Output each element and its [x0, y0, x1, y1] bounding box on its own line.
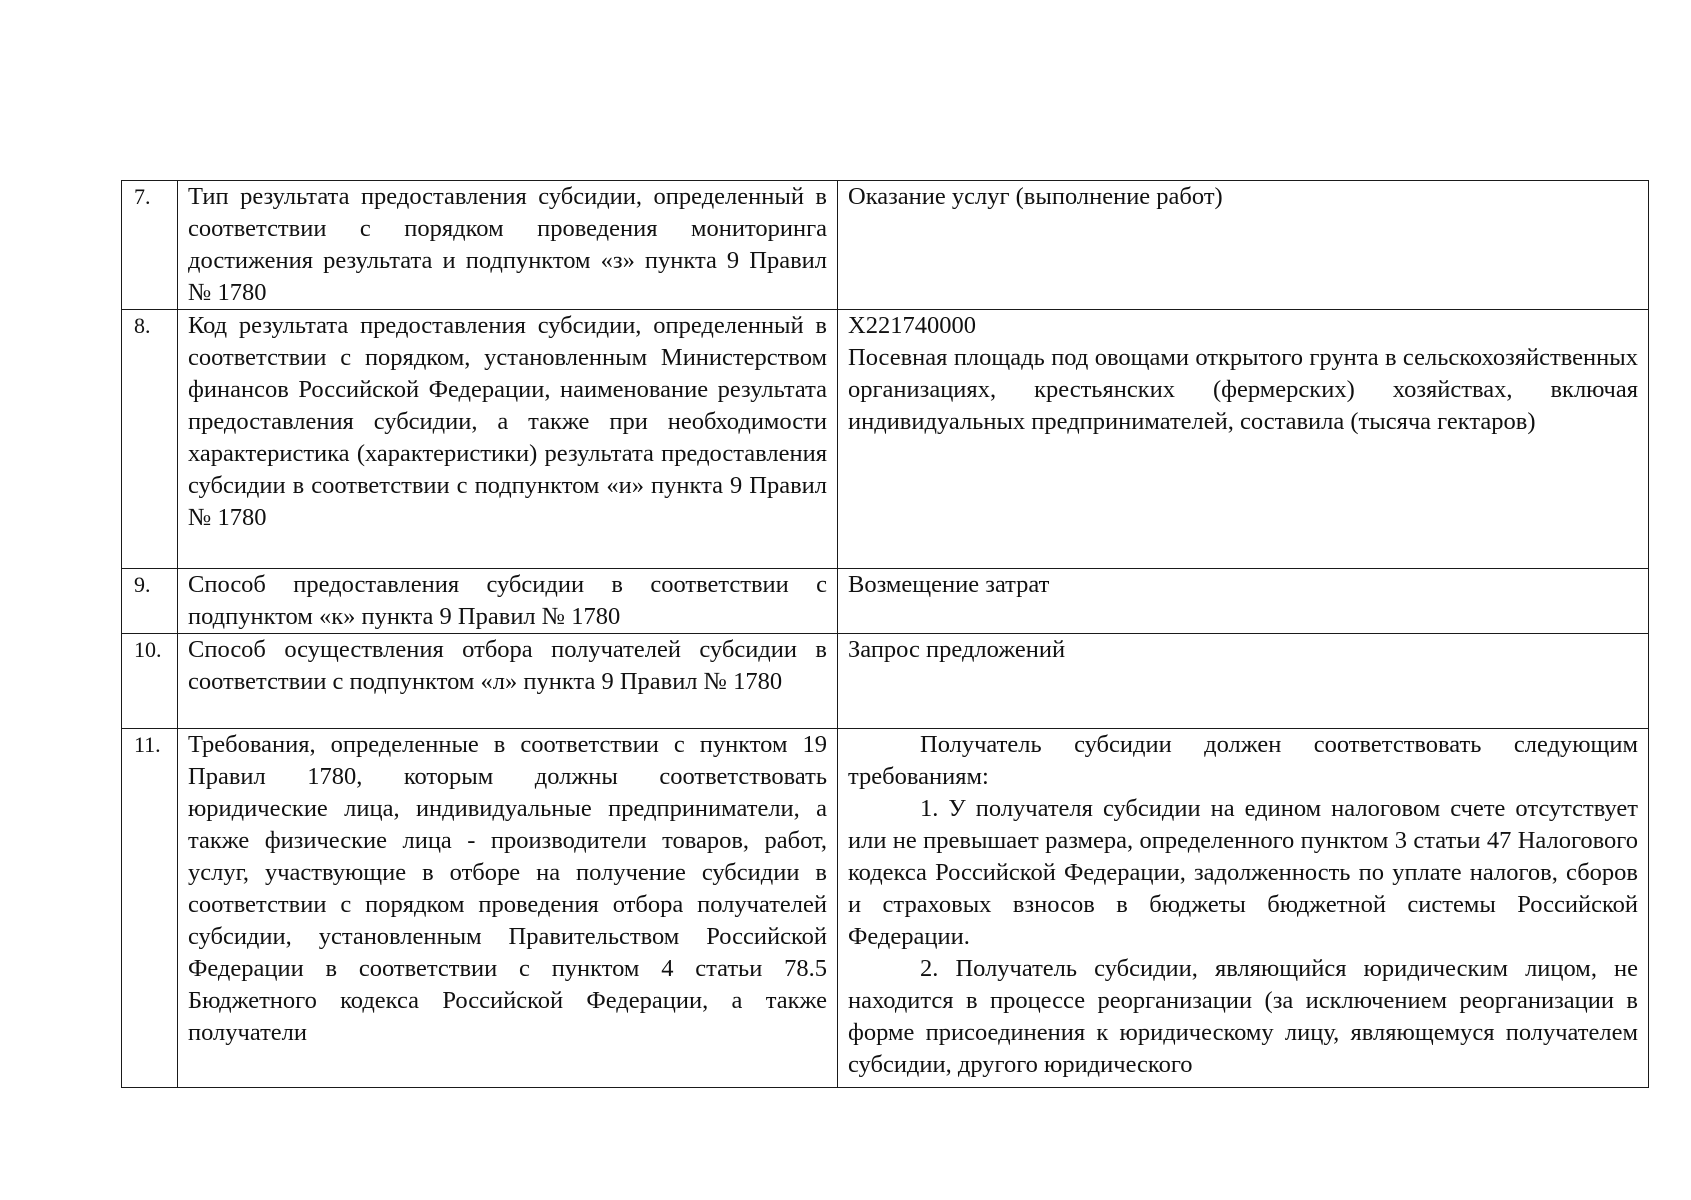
table-row — [122, 634, 1649, 729]
value-text: Запрос предложений — [848, 636, 1066, 663]
value-text: Оказание услуг (выполнение работ) — [848, 183, 1223, 210]
table-row — [122, 310, 1649, 569]
value-cell — [838, 729, 1649, 1088]
row-number: 9. — [122, 569, 178, 634]
parameter-text: Код результата предоставления субсидии, определенный в соответствии с порядком, установленным Министерством финансов Российской Федерации, наименование результата предоставления субсидии, а также при необходимости характеристика (характеристики) результата предоставления субсидии в соответствии с подпунктом «и» пункта 9 Правил № 1780 — [178, 310, 838, 569]
value-cell — [838, 310, 1649, 569]
result-code: Х221740000 — [848, 312, 976, 339]
value-cell — [838, 634, 1649, 729]
parameter-text: Способ осуществления отбора получателей субсидии в соответствии с подпунктом «л» пункта 9 Правил № 1780 — [178, 634, 838, 729]
row-number: 10. — [122, 634, 178, 729]
value-text: Возмещение затрат — [848, 571, 1050, 598]
value-cell — [838, 569, 1649, 634]
requirements-intro: Получатель субсидии должен соответствовать следующим требованиям: — [848, 731, 1638, 790]
parameter-text: Тип результата предоставления субсидии, определенный в соответствии с порядком проведения мониторинга достижения результата и подпунктом «з» пункта 9 Правил № 1780 — [178, 181, 838, 310]
requirements-table — [121, 180, 1649, 1088]
row-number: 7. — [122, 181, 178, 310]
row-number: 8. — [122, 310, 178, 569]
requirement-item: 2. Получатель субсидии, являющийся юридическим лицом, не находится в процессе реорганизации (за исключением реорганизации в форме присоединения к юридическому лицу, являющемуся получателем субсидии, другого юридического — [848, 955, 1638, 1078]
row-number: 11. — [122, 729, 178, 1088]
table-row — [122, 569, 1649, 634]
result-name: Посевная площадь под овощами открытого грунта в сельскохозяйственных организациях, крестьянских (фермерских) хозяйствах, включая индивидуальных предпринимателей, составила (тысяча гектаров) — [848, 344, 1638, 435]
parameter-text: Требования, определенные в соответствии с пунктом 19 Правил 1780, которым должны соответствовать юридические лица, индивидуальные предприниматели, а также физические лица - производители товаров, работ, услуг, участвующие в отборе на получение субсидии в соответствии с порядком проведения отбора получателей субсидии, установленным Правительством Российской Федерации в соответствии с пунктом 4 статьи 78.5 Бюджетного кодекса Российской Федерации, а также получатели — [178, 729, 838, 1088]
parameter-text: Способ предоставления субсидии в соответствии с подпунктом «к» пункта 9 Правил № 1780 — [178, 569, 838, 634]
value-cell — [838, 181, 1649, 310]
table-row — [122, 181, 1649, 310]
table-row — [122, 729, 1649, 1088]
requirement-item: 1. У получателя субсидии на едином налоговом счете отсутствует или не превышает размера, определенного пунктом 3 статьи 47 Налогового кодекса Российской Федерации, задолженность по уплате налогов, сборов и страховых взносов в бюджеты бюджетной системы Российской Федерации. — [848, 795, 1638, 950]
